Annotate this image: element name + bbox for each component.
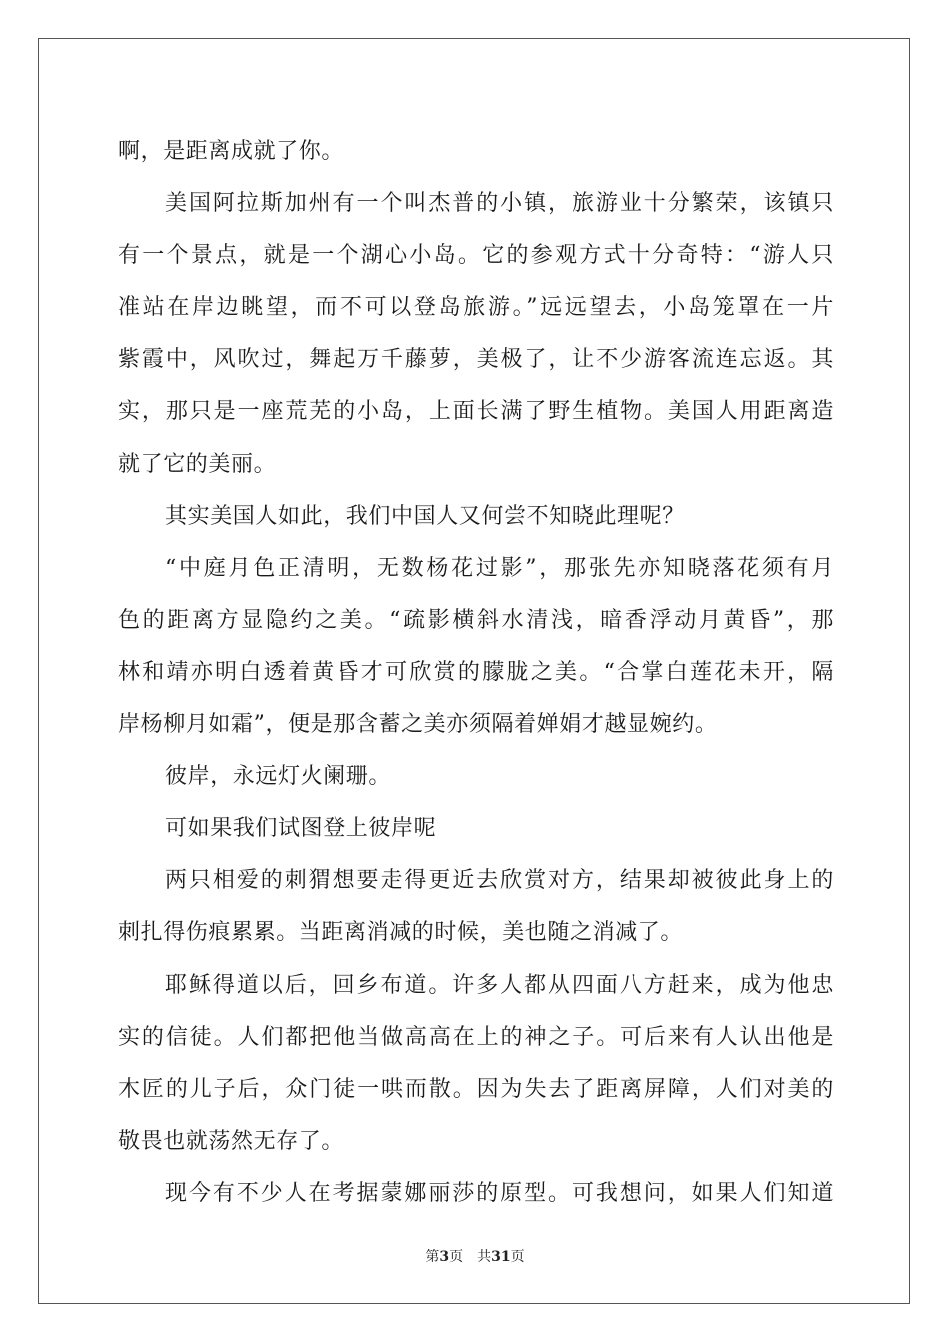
page-footer: [0, 1246, 950, 1266]
text-line: 敬畏也就荡然无存了。: [118, 1128, 345, 1154]
page-prefix: 第: [425, 1249, 440, 1265]
page-total: 31: [491, 1249, 511, 1265]
text-line: 现今有不少人在考据蒙娜丽莎的原型。可我想问，如果人们知道: [165, 1180, 834, 1206]
text-line: 准站在岸边眺望，而不可以登岛旅游。”远远望去，小岛笼罩在一片: [118, 295, 834, 321]
text-line: 有一个景点，就是一个湖心小岛。它的参观方式十分奇特：“游人只: [118, 243, 834, 269]
text-line: 紫霞中，风吹过，舞起万千藤萝，美极了，让不少游客流连忘返。其: [118, 347, 834, 373]
text-line: 实的信徒。人们都把他当做高高在上的神之子。可后来有人认出他是: [118, 1024, 834, 1050]
text-line: 色的距离方显隐约之美。“疏影横斜水清浅，暗香浮动月黄昏”，那: [118, 607, 834, 633]
text-line: 木匠的儿子后，众门徒一哄而散。因为失去了距离屏障，人们对美的: [118, 1076, 834, 1102]
text-line: 耶稣得道以后，回乡布道。许多人都从四面八方赶来，成为他忠: [165, 972, 834, 998]
document-body: [118, 126, 834, 1220]
total-prefix: 共: [477, 1249, 492, 1265]
text-line: 彼岸，永远灯火阑珊。: [165, 764, 392, 790]
text-line: 刺扎得伤痕累累。当距离消减的时候，美也随之消减了。: [118, 920, 684, 946]
text-line: 两只相爱的刺猬想要走得更近去欣赏对方，结果却被彼此身上的: [165, 868, 834, 894]
text-line: “中庭月色正清明，无数杨花过影”，那张先亦知晓落花须有月: [165, 555, 834, 581]
text-line: 就了它的美丽。: [118, 451, 277, 477]
text-line: 其实美国人如此，我们中国人又何尝不知晓此理呢？: [165, 503, 685, 529]
text-line: 林和靖亦明白透着黄昏才可欣赏的朦胧之美。“合掌白莲花未开，隔: [118, 659, 834, 685]
text-line: 啊，是距离成就了你。: [118, 139, 345, 164]
text-line: 实，那只是一座荒芜的小岛，上面长满了野生植物。美国人用距离造: [118, 399, 834, 425]
page-unit: 页: [449, 1249, 464, 1265]
page-current: 3: [439, 1249, 450, 1265]
text-line: 岸杨柳月如霜”，便是那含蓄之美亦须隔着婵娟才越显婉约。: [118, 712, 718, 738]
total-unit: 页: [510, 1249, 525, 1265]
text-line: 美国阿拉斯加州有一个叫杰普的小镇，旅游业十分繁荣，该镇只: [165, 191, 834, 217]
text-line: 可如果我们试图登上彼岸呢: [165, 816, 437, 842]
